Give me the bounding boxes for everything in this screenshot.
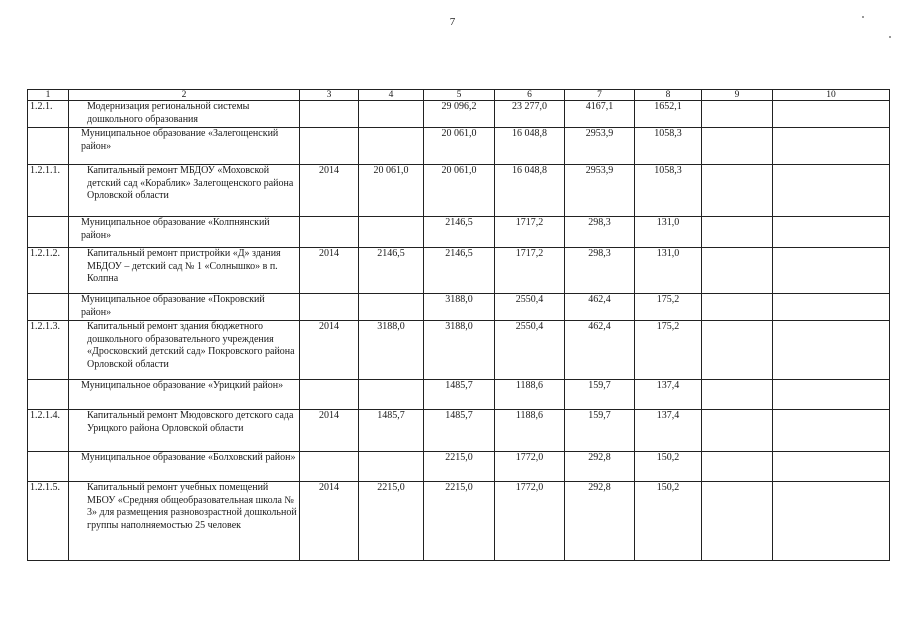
row-name: Муниципальное образование «Залегощенский район»: [69, 128, 300, 165]
row-value-col7: 292,8: [565, 482, 635, 561]
row-value-col10: [773, 380, 890, 410]
row-value-col9: [702, 380, 773, 410]
row-name: Капитальный ремонт Мюдовского детского сада Урицкого района Орловской области: [69, 410, 300, 452]
row-name: Капитальный ремонт МБДОУ «Моховской детский сад «Кораблик» Залегощенского района Орловской области: [69, 165, 300, 217]
row-value-col7: 298,3: [565, 217, 635, 248]
row-value-col8: 150,2: [635, 452, 702, 482]
page-number: 7: [449, 16, 456, 28]
row-code: 1.2.1.3.: [28, 321, 69, 380]
row-total-cost: 20 061,0: [359, 165, 424, 217]
row-name: Капитальный ремонт учебных помещений МБОУ «Средняя общеобразовательная школа № 3» для размещения разновозрастной дошкольной группы наполняемостью 25 человек: [69, 482, 300, 561]
row-value-col6: 1772,0: [495, 452, 565, 482]
column-header: 3: [300, 90, 359, 101]
row-value-col6: 1717,2: [495, 217, 565, 248]
row-value-col7: 462,4: [565, 321, 635, 380]
column-header: 8: [635, 90, 702, 101]
row-value-col8: 131,0: [635, 248, 702, 294]
row-code: 1.2.1.1.: [28, 165, 69, 217]
table-row: [28, 410, 890, 452]
row-code: [28, 128, 69, 165]
row-code: 1.2.1.: [28, 101, 69, 128]
row-name: Капитальный ремонт пристройки «Д» здания МБДОУ – детский сад № 1 «Солнышко» в п. Колпна: [69, 248, 300, 294]
row-value-col7: 462,4: [565, 294, 635, 321]
row-value-col8: 1652,1: [635, 101, 702, 128]
row-total-cost: [359, 294, 424, 321]
row-total-cost: [359, 452, 424, 482]
row-value-col7: 2953,9: [565, 128, 635, 165]
row-value-col6: 1772,0: [495, 482, 565, 561]
row-name: Муниципальное образование «Урицкий район»: [69, 380, 300, 410]
row-value-col9: [702, 321, 773, 380]
table-row: [28, 482, 890, 561]
row-total-cost: [359, 380, 424, 410]
table-row: [28, 217, 890, 248]
table-row: [28, 452, 890, 482]
table-row: [28, 165, 890, 217]
row-value-col9: [702, 128, 773, 165]
row-value-col7: 159,7: [565, 380, 635, 410]
row-value-col9: [702, 165, 773, 217]
row-name: Капитальный ремонт здания бюджетного дошкольного образовательного учреждения «Дросковский детский сад» Покровского района Орловской области: [69, 321, 300, 380]
row-value-col10: [773, 452, 890, 482]
row-value-col10: [773, 101, 890, 128]
row-year: 2014: [300, 248, 359, 294]
row-value-col7: 292,8: [565, 452, 635, 482]
row-value-col6: 16 048,8: [495, 165, 565, 217]
row-year: 2014: [300, 482, 359, 561]
row-name: Муниципальное образование «Болховский район»: [69, 452, 300, 482]
row-value-col5: 2146,5: [424, 217, 495, 248]
row-code: [28, 294, 69, 321]
row-value-col10: [773, 248, 890, 294]
row-code: [28, 452, 69, 482]
row-value-col6: 1188,6: [495, 410, 565, 452]
column-header: 9: [702, 90, 773, 101]
row-value-col5: 2215,0: [424, 452, 495, 482]
column-header: 6: [495, 90, 565, 101]
row-value-col10: [773, 217, 890, 248]
row-year: [300, 452, 359, 482]
row-value-col8: 137,4: [635, 380, 702, 410]
row-name: Муниципальное образование «Покровский район»: [69, 294, 300, 321]
row-code: [28, 217, 69, 248]
row-total-cost: 1485,7: [359, 410, 424, 452]
row-value-col5: 20 061,0: [424, 128, 495, 165]
row-value-col10: [773, 294, 890, 321]
row-code: [28, 380, 69, 410]
row-code: 1.2.1.5.: [28, 482, 69, 561]
column-header: 5: [424, 90, 495, 101]
table-row: [28, 128, 890, 165]
row-value-col9: [702, 452, 773, 482]
column-header: 2: [69, 90, 300, 101]
column-header: 7: [565, 90, 635, 101]
row-value-col7: 2953,9: [565, 165, 635, 217]
row-value-col10: [773, 165, 890, 217]
row-value-col10: [773, 128, 890, 165]
budget-table: [27, 89, 890, 561]
column-header: 1: [28, 90, 69, 101]
scan-speck: [889, 36, 891, 38]
table-row: [28, 380, 890, 410]
row-value-col9: [702, 248, 773, 294]
row-year: 2014: [300, 321, 359, 380]
row-value-col6: 1717,2: [495, 248, 565, 294]
table-row: [28, 294, 890, 321]
row-value-col6: 1188,6: [495, 380, 565, 410]
row-value-col5: 2146,5: [424, 248, 495, 294]
row-value-col6: 2550,4: [495, 321, 565, 380]
row-value-col5: 3188,0: [424, 294, 495, 321]
row-total-cost: 3188,0: [359, 321, 424, 380]
row-total-cost: 2215,0: [359, 482, 424, 561]
row-year: [300, 128, 359, 165]
row-year: [300, 217, 359, 248]
row-value-col7: 159,7: [565, 410, 635, 452]
row-value-col10: [773, 482, 890, 561]
table-row: [28, 321, 890, 380]
row-value-col7: 4167,1: [565, 101, 635, 128]
row-year: [300, 294, 359, 321]
row-value-col5: 1485,7: [424, 380, 495, 410]
row-total-cost: [359, 217, 424, 248]
scan-speck: [862, 16, 864, 18]
row-total-cost: [359, 101, 424, 128]
row-value-col6: 23 277,0: [495, 101, 565, 128]
row-value-col8: 131,0: [635, 217, 702, 248]
column-header: 10: [773, 90, 890, 101]
row-value-col5: 29 096,2: [424, 101, 495, 128]
row-value-col5: 1485,7: [424, 410, 495, 452]
row-value-col7: 298,3: [565, 248, 635, 294]
row-value-col5: 2215,0: [424, 482, 495, 561]
row-total-cost: [359, 128, 424, 165]
row-year: [300, 380, 359, 410]
row-value-col8: 150,2: [635, 482, 702, 561]
row-value-col10: [773, 321, 890, 380]
row-value-col8: 1058,3: [635, 128, 702, 165]
table-row: [28, 248, 890, 294]
row-code: 1.2.1.2.: [28, 248, 69, 294]
row-total-cost: 2146,5: [359, 248, 424, 294]
row-value-col5: 3188,0: [424, 321, 495, 380]
column-header: 4: [359, 90, 424, 101]
row-year: [300, 101, 359, 128]
row-name: Модернизация региональной системы дошкольного образования: [69, 101, 300, 128]
row-value-col8: 1058,3: [635, 165, 702, 217]
row-value-col9: [702, 482, 773, 561]
row-value-col9: [702, 294, 773, 321]
row-year: 2014: [300, 410, 359, 452]
row-value-col5: 20 061,0: [424, 165, 495, 217]
row-value-col8: 175,2: [635, 321, 702, 380]
table-header-row: [28, 90, 890, 101]
row-value-col8: 137,4: [635, 410, 702, 452]
row-value-col10: [773, 410, 890, 452]
table-row: [28, 101, 890, 128]
row-value-col8: 175,2: [635, 294, 702, 321]
row-name: Муниципальное образование «Колпнянский район»: [69, 217, 300, 248]
row-value-col6: 16 048,8: [495, 128, 565, 165]
row-value-col9: [702, 217, 773, 248]
row-value-col9: [702, 410, 773, 452]
row-code: 1.2.1.4.: [28, 410, 69, 452]
row-value-col9: [702, 101, 773, 128]
row-year: 2014: [300, 165, 359, 217]
row-value-col6: 2550,4: [495, 294, 565, 321]
